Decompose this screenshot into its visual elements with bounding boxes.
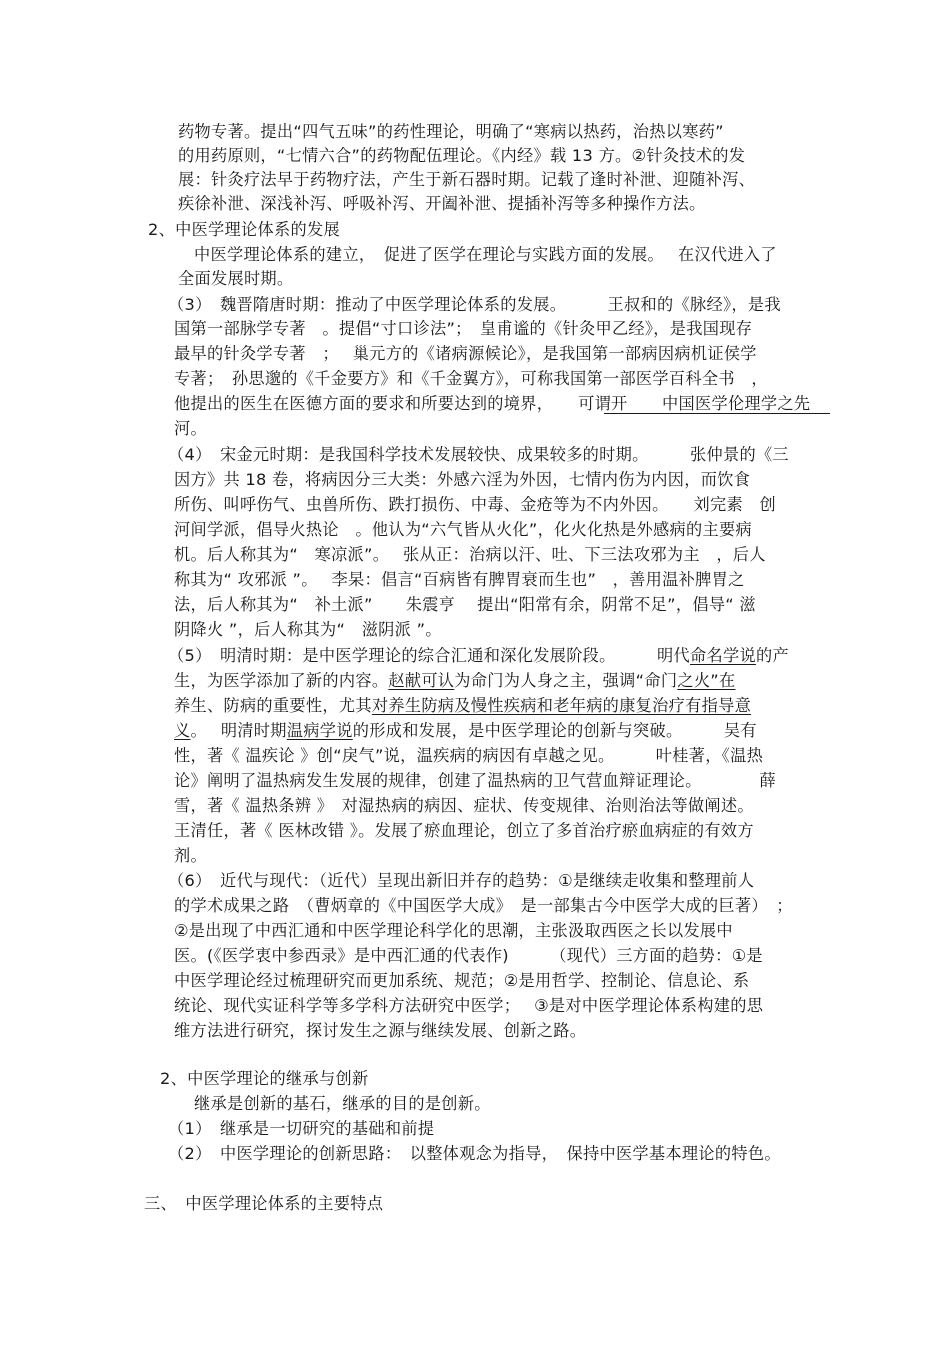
text-line: （3） 魏晋隋唐时期：推动了中医学理论体系的发展。 王叔和的《脉经》，是我	[168, 295, 781, 314]
text-segment: （5） 明清时期：是中医学理论的综合汇通和深化发展阶段。 明代	[168, 646, 690, 665]
text-line: （4） 宋金元时期：是我国科学技术发展较快、成果较多的时期。 张仲景的《三	[168, 445, 789, 464]
underlined-phrase: 温病学说	[286, 721, 353, 740]
text-line: 医。(《医学衷中参西录》是中西汇通的代表作) （现代）三方面的趋势：①是	[174, 946, 763, 965]
text-segment: 的产	[755, 646, 789, 665]
text-line: 中医学理论经过梳理研究而更加系统、规范；②是用哲学、控制论、信息论、系	[174, 971, 750, 990]
text-line: ②是出现了中西汇通和中医学理论科学化的思潮，主张汲取西医之长以发展中	[174, 921, 733, 940]
text-line: 阴降火 ”，后人称其为“ 滋阴派 ”。	[174, 620, 442, 639]
text-line: 剂。	[174, 846, 207, 865]
text-line: 继承是创新的基石，继承的目的是创新。	[194, 1094, 491, 1113]
text-line: 机。后人称其为“ 寒凉派”。 张从正：治病以汗、吐、下三法攻邪为主 ，后人	[174, 545, 766, 564]
list-item: （1） 继承是一切研究的基础和前提	[168, 1119, 435, 1138]
underlined-phrase: 命名学说	[690, 646, 756, 665]
underlined-phrase: 义	[174, 721, 191, 740]
section-heading-inherit: 2、中医学理论的继承与创新	[160, 1069, 369, 1088]
underlined-phrase: 赵献可认	[388, 671, 455, 690]
text-line	[174, 695, 751, 717]
text-line: 专著； 孙思邈的《千金要方》和《千金翼方》，可称我国第一部医学百科全书 ，	[174, 369, 768, 388]
text-segment: 为命门为人身之主，强调“命门	[454, 671, 678, 690]
text-line: 展：针灸疗法早于药物疗法，产生于新石器时期。记载了逢时补泄、迎随补泻、	[178, 170, 756, 189]
text-line: 国第一部脉学专著 。提倡“寸口诊法”； 皇甫谧的《针灸甲乙经》，是我国现存	[174, 319, 753, 338]
text-line: 他提出的医生在医德方面的要求和所要达到的境界， 可谓开	[174, 394, 628, 413]
text-line: （6） 近代与现代：（近代）呈现出新旧并存的趋势：①是继续走收集和整理前人	[168, 871, 755, 890]
underline-rule	[604, 413, 830, 414]
text-line: 称其为“ 攻邪派 ”。 李杲：倡言“百病皆有脾胃衰而生也” ，善用温补脾胃之	[174, 570, 745, 589]
text-line: 统论、现代实证科学等多学科方法研究中医学； ③是对中医学理论体系构建的思	[174, 996, 764, 1015]
text-line: 药物专著。提出“四气五味”的药性理论，明确了“寒病以热药，治热以寒药”	[178, 122, 724, 141]
text-segment: 。 明清时期	[190, 721, 287, 740]
text-line: 疾徐补泄、深浅补泻、呼吸补泻、开阖补泄、提插补泻等多种操作方法。	[178, 194, 706, 213]
text-line	[174, 670, 735, 692]
text-line: 河。	[174, 419, 207, 438]
text-line: 性，著《 温疾论 》创“戾气”说，温疾病的病因有卓越之见。 叶桂著，《温热	[174, 746, 764, 765]
underlined-phrase: 之火”在	[677, 671, 736, 690]
text-segment: 生，为医学添加了新的内容。	[174, 671, 389, 690]
text-line: 王清任，著《 医林改错 》。发展了瘀血理论，创立了多首治疗瘀血病症的有效方	[174, 821, 754, 840]
text-line	[174, 720, 757, 742]
text-line: 全面发展时期。	[178, 269, 294, 288]
text-line: 法，后人称其为“ 补土派” 朱震亨 提出“阳常有余，阴常不足”，倡导“ 滋	[174, 595, 756, 614]
text-line: 雪，著《 温热条辨 》 对湿热病的病因、症状、传变规律、治则治法等做阐述。	[174, 796, 754, 815]
section-heading-development: 2、中医学理论体系的发展	[148, 220, 340, 239]
text-line: 论》阐明了温热病发生发展的规律，创建了温热病的卫气营血辩证理论。 薛	[174, 771, 776, 790]
text-line: 河间学派，倡导火热论 。他认为“六气皆从火化”，化火化热是外感病的主要病	[174, 520, 752, 539]
text-line: 维方法进行研究，探讨发生之源与继续发展、创新之路。	[174, 1021, 587, 1040]
text-segment: 养生、防病的重要性，尤其	[174, 696, 372, 715]
section-heading-features: 三、 中医学理论体系的主要特点	[144, 1194, 384, 1213]
underlined-phrase: 对养生防病及慢性疾病和老年病的康复治疗有指导意	[371, 696, 752, 715]
text-line: 最早的针灸学专著 ； 巢元方的《诸病源候论》，是我国第一部病因病机证侯学	[174, 344, 757, 363]
text-line: 中医学理论体系的建立， 促进了医学在理论与实践方面的发展。 在汉代进入了	[194, 245, 777, 264]
text-line	[168, 645, 789, 667]
text-line: 因方》共 18 卷，将病因分三大类：外感六淫为外因，七情内伤为内因，而饮食	[174, 470, 751, 489]
text-line: 所伤、叫呼伤气、虫兽所伤、跌打损伤、中毒、金疮等为不内外因。 刘完素 创	[174, 495, 776, 514]
list-item: （2） 中医学理论的创新思路： 以整体观念为指导， 保持中医学基本理论的特色。	[168, 1144, 781, 1163]
text-line: 的用药原则，“七情六合”的药物配伍理论。《内经》载 13 方。②针灸技术的发	[178, 146, 746, 165]
text-line: 的学术成果之路 （曹炳章的《中国医学大成》 是一部集古今中医学大成的巨著） ；	[174, 896, 793, 915]
underlined-phrase: 中国医学伦理学之先	[662, 394, 811, 413]
text-segment: 的形成和发展，是中医学理论的创新与突破。 吴有	[352, 721, 757, 740]
